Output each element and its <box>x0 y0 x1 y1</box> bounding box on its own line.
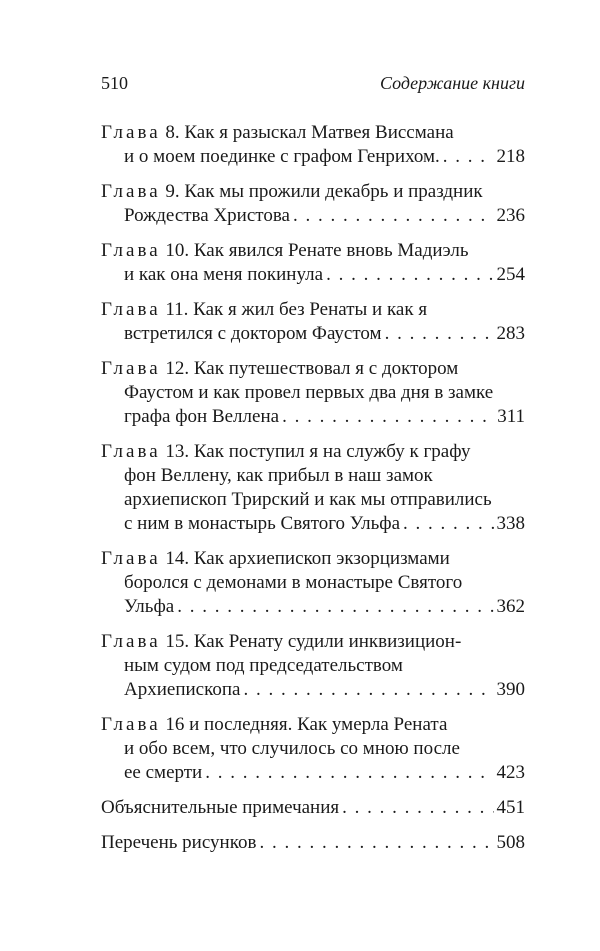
toc-entry-title: встретился с доктором Фаустом <box>124 323 382 344</box>
toc-entry-title: и как она меня покинула <box>124 264 324 285</box>
toc-entry-title: 12. Как путешествовал я с доктором <box>165 358 459 379</box>
toc-page-number: 390 <box>496 679 525 700</box>
toc-entry-title: Рождества Христова <box>124 205 290 226</box>
toc-entry-title: 15. Как Ренату судили инквизицион- <box>165 631 462 652</box>
toc-page-number: 362 <box>496 596 525 617</box>
dot-leader <box>326 263 493 287</box>
toc-entry-title: Архиепископа <box>124 679 241 700</box>
chapter-label: Глава <box>101 548 161 569</box>
dot-leader <box>282 405 494 429</box>
toc-entry-line <box>101 464 525 488</box>
toc-entry-title: Объяснительные примечания <box>101 797 340 818</box>
toc-entry-last-line <box>101 405 525 429</box>
toc-entry-title: 9. Как мы прожили декабрь и праздник <box>165 181 483 202</box>
dot-leader <box>243 678 493 702</box>
toc-entry <box>101 298 525 346</box>
toc-entry-line <box>101 239 525 263</box>
toc-entry-title: 14. Как архиепископ экзорцизмами <box>165 548 450 569</box>
toc-entry-last-line <box>101 831 525 855</box>
toc-entry-title: с ним в монастырь Святого Ульфа <box>124 513 401 534</box>
toc-entry <box>101 547 525 619</box>
toc-entry-line <box>101 488 525 512</box>
toc-entry-title: боролся с демонами в монастыре Святого <box>124 572 463 593</box>
toc-entry-title: и о моем поединке с графом Генрихом. <box>124 146 440 167</box>
toc-entry-title: Перечень рисунков <box>101 832 257 853</box>
toc-entry-title: графа фон Веллена <box>124 406 280 427</box>
toc-entry-title: 8. Как я разыскал Матвея Виссмана <box>165 122 454 143</box>
toc-entry-line <box>101 654 525 678</box>
toc-entry-title: ее смерти <box>124 762 203 783</box>
toc-page-number: 423 <box>496 762 525 783</box>
chapter-label: Глава <box>101 299 161 320</box>
dot-leader <box>342 796 493 820</box>
toc-entry-last-line <box>101 263 525 287</box>
chapter-label: Глава <box>101 240 161 261</box>
toc-entry <box>101 831 525 855</box>
toc-entry-line <box>101 180 525 204</box>
running-head <box>101 72 525 94</box>
dot-leader <box>177 595 493 619</box>
toc-entry <box>101 121 525 169</box>
toc-entry-line <box>101 571 525 595</box>
toc-entry <box>101 796 525 820</box>
toc-entry-last-line <box>101 145 525 169</box>
toc-entry-last-line <box>101 204 525 228</box>
toc-entry-line <box>101 121 525 145</box>
table-of-contents <box>101 121 525 866</box>
toc-entry-line <box>101 440 525 464</box>
toc-entry-title: 11. Как я жил без Ренаты и как я <box>165 299 428 320</box>
toc-entry-last-line <box>101 512 525 536</box>
dot-leader <box>205 761 493 785</box>
toc-entry <box>101 440 525 536</box>
toc-entry-line <box>101 357 525 381</box>
dot-leader <box>403 512 493 536</box>
dot-leader <box>385 322 494 346</box>
toc-entry-last-line <box>101 796 525 820</box>
toc-entry-line <box>101 547 525 571</box>
chapter-label: Глава <box>101 358 161 379</box>
toc-entry-line <box>101 737 525 761</box>
toc-entry-line <box>101 381 525 405</box>
chapter-label: Глава <box>101 631 161 652</box>
toc-entry-title: Ульфа <box>124 596 175 617</box>
toc-entry-last-line <box>101 595 525 619</box>
toc-entry-last-line <box>101 322 525 346</box>
chapter-label: Глава <box>101 714 161 735</box>
toc-entry-title: 13. Как поступил я на службу к графу <box>165 441 471 462</box>
dot-leader <box>293 204 494 228</box>
chapter-label: Глава <box>101 181 161 202</box>
toc-entry-last-line <box>101 678 525 702</box>
toc-page-number: 218 <box>496 146 525 167</box>
toc-page-number: 451 <box>496 797 525 818</box>
toc-entry <box>101 713 525 785</box>
page-number: 510 <box>101 73 128 93</box>
toc-page-number: 283 <box>496 323 525 344</box>
toc-entry <box>101 357 525 429</box>
toc-page-number: 338 <box>496 513 525 534</box>
section-title: Содержание книги <box>379 73 525 93</box>
toc-entry-title: Фаустом и как провел первых два дня в замке <box>124 382 494 403</box>
chapter-label: Глава <box>101 122 161 143</box>
chapter-label: Глава <box>101 441 161 462</box>
toc-entry-title: архиепископ Трирский и как мы отправились <box>124 489 492 510</box>
toc-page-number: 311 <box>497 406 525 427</box>
toc-entry-line <box>101 298 525 322</box>
toc-entry-line <box>101 713 525 737</box>
toc-entry-title: ным судом под председательством <box>124 655 403 676</box>
dot-leader <box>259 831 493 855</box>
toc-entry-title: фон Веллену, как прибыл в наш замок <box>124 465 433 486</box>
toc-entry <box>101 239 525 287</box>
toc-page-number: 254 <box>496 264 525 285</box>
toc-entry-last-line <box>101 761 525 785</box>
toc-page-number: 508 <box>496 832 525 853</box>
toc-entry <box>101 180 525 228</box>
toc-entry-title: 16 и последняя. Как умерла Рената <box>165 714 448 735</box>
toc-entry <box>101 630 525 702</box>
toc-entry-title: и обо всем, что случилось со мною после <box>124 738 460 759</box>
dot-leader <box>443 145 494 169</box>
toc-page-number: 236 <box>496 205 525 226</box>
toc-entry-title: 10. Как явился Ренате вновь Мадиэль <box>165 240 469 261</box>
toc-entry-line <box>101 630 525 654</box>
